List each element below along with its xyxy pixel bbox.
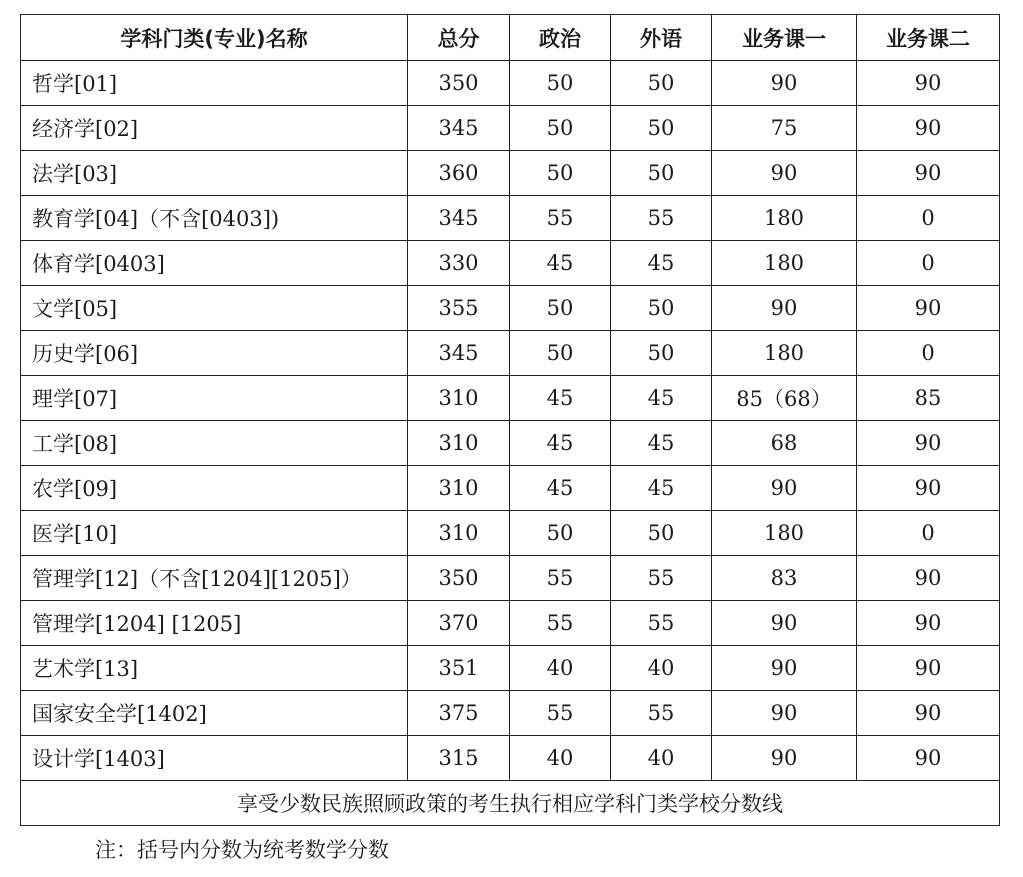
politics-cell: 55	[510, 556, 611, 601]
table-row	[21, 646, 1000, 691]
subject-name-cell: 工学[08]	[21, 421, 408, 466]
politics-cell: 40	[510, 736, 611, 781]
total-score-cell: 360	[408, 151, 510, 196]
subject-two-cell: 0	[857, 331, 1000, 376]
subject-two-cell: 0	[857, 511, 1000, 556]
header-row	[21, 15, 1000, 61]
table-row	[21, 286, 1000, 331]
table-row	[21, 331, 1000, 376]
table-row	[21, 421, 1000, 466]
header-total-score: 总分	[408, 15, 510, 61]
subject-two-cell: 90	[857, 421, 1000, 466]
foreign-language-cell: 45	[611, 376, 712, 421]
subject-two-cell: 90	[857, 736, 1000, 781]
subject-name-cell: 经济学[02]	[21, 106, 408, 151]
table-row	[21, 556, 1000, 601]
subject-name-cell: 设计学[1403]	[21, 736, 408, 781]
subject-one-cell: 90	[712, 736, 857, 781]
subject-one-cell: 90	[712, 691, 857, 736]
header-subject-one: 业务课一	[712, 15, 857, 61]
subject-name-cell: 教育学[04]（不含[0403])	[21, 196, 408, 241]
total-score-cell: 350	[408, 556, 510, 601]
politics-cell: 45	[510, 241, 611, 286]
table-row	[21, 61, 1000, 106]
subject-two-cell: 0	[857, 241, 1000, 286]
foreign-language-cell: 55	[611, 601, 712, 646]
politics-cell: 55	[510, 691, 611, 736]
subject-one-cell: 85（68）	[712, 376, 857, 421]
total-score-cell: 330	[408, 241, 510, 286]
subject-two-cell: 85	[857, 376, 1000, 421]
politics-cell: 50	[510, 61, 611, 106]
subject-two-cell: 90	[857, 151, 1000, 196]
table-row	[21, 736, 1000, 781]
subject-two-cell: 90	[857, 556, 1000, 601]
foreign-language-cell: 50	[611, 151, 712, 196]
subject-name-cell: 管理学[1204] [1205]	[21, 601, 408, 646]
subject-one-cell: 180	[712, 241, 857, 286]
subject-name-cell: 国家安全学[1402]	[21, 691, 408, 736]
foreign-language-cell: 50	[611, 106, 712, 151]
politics-cell: 50	[510, 151, 611, 196]
politics-cell: 45	[510, 376, 611, 421]
total-score-cell: 310	[408, 376, 510, 421]
footer-note-cell: 享受少数民族照顾政策的考生执行相应学科门类学校分数线	[21, 781, 1000, 826]
subject-one-cell: 180	[712, 196, 857, 241]
politics-cell: 55	[510, 196, 611, 241]
subject-one-cell: 180	[712, 331, 857, 376]
total-score-cell: 345	[408, 196, 510, 241]
subject-name-cell: 医学[10]	[21, 511, 408, 556]
table-row	[21, 241, 1000, 286]
foreign-language-cell: 50	[611, 61, 712, 106]
table-row	[21, 196, 1000, 241]
subject-one-cell: 90	[712, 466, 857, 511]
subject-two-cell: 90	[857, 466, 1000, 511]
table-row	[21, 511, 1000, 556]
table-row	[21, 691, 1000, 736]
score-table	[20, 14, 1000, 826]
total-score-cell: 345	[408, 106, 510, 151]
total-score-cell: 345	[408, 331, 510, 376]
politics-cell: 55	[510, 601, 611, 646]
foreign-language-cell: 45	[611, 466, 712, 511]
total-score-cell: 350	[408, 61, 510, 106]
total-score-cell: 375	[408, 691, 510, 736]
subject-name-cell: 艺术学[13]	[21, 646, 408, 691]
subject-one-cell: 68	[712, 421, 857, 466]
total-score-cell: 351	[408, 646, 510, 691]
total-score-cell: 310	[408, 511, 510, 556]
foreign-language-cell: 55	[611, 556, 712, 601]
foreign-language-cell: 50	[611, 286, 712, 331]
foreign-language-cell: 55	[611, 196, 712, 241]
subject-one-cell: 83	[712, 556, 857, 601]
subject-two-cell: 90	[857, 61, 1000, 106]
politics-cell: 50	[510, 331, 611, 376]
foreign-language-cell: 50	[611, 511, 712, 556]
table-row	[21, 466, 1000, 511]
foreign-language-cell: 40	[611, 646, 712, 691]
politics-cell: 40	[510, 646, 611, 691]
subject-one-cell: 75	[712, 106, 857, 151]
politics-cell: 50	[510, 511, 611, 556]
header-subject-name: 学科门类(专业)名称	[21, 15, 408, 61]
foreign-language-cell: 55	[611, 691, 712, 736]
footer-row	[21, 781, 1000, 826]
foreign-language-cell: 40	[611, 736, 712, 781]
subject-one-cell: 90	[712, 646, 857, 691]
subject-name-cell: 哲学[01]	[21, 61, 408, 106]
subject-two-cell: 90	[857, 286, 1000, 331]
foreign-language-cell: 45	[611, 241, 712, 286]
politics-cell: 50	[510, 106, 611, 151]
total-score-cell: 310	[408, 421, 510, 466]
subject-two-cell: 90	[857, 691, 1000, 736]
header-politics: 政治	[510, 15, 611, 61]
subject-two-cell: 90	[857, 601, 1000, 646]
subject-two-cell: 90	[857, 106, 1000, 151]
subject-two-cell: 0	[857, 196, 1000, 241]
total-score-cell: 315	[408, 736, 510, 781]
subject-name-cell: 理学[07]	[21, 376, 408, 421]
subject-name-cell: 农学[09]	[21, 466, 408, 511]
subject-name-cell: 体育学[0403]	[21, 241, 408, 286]
score-note: 注：括号内分数为统考数学分数	[95, 838, 389, 862]
table-row	[21, 106, 1000, 151]
subject-one-cell: 90	[712, 601, 857, 646]
table-row	[21, 151, 1000, 196]
politics-cell: 50	[510, 286, 611, 331]
subject-two-cell: 90	[857, 646, 1000, 691]
table-body	[21, 61, 1000, 826]
subject-one-cell: 180	[712, 511, 857, 556]
subject-name-cell: 历史学[06]	[21, 331, 408, 376]
foreign-language-cell: 45	[611, 421, 712, 466]
header-foreign-language: 外语	[611, 15, 712, 61]
table-row	[21, 601, 1000, 646]
subject-one-cell: 90	[712, 286, 857, 331]
politics-cell: 45	[510, 466, 611, 511]
table-row	[21, 376, 1000, 421]
total-score-cell: 355	[408, 286, 510, 331]
foreign-language-cell: 50	[611, 331, 712, 376]
total-score-cell: 310	[408, 466, 510, 511]
subject-one-cell: 90	[712, 151, 857, 196]
subject-name-cell: 管理学[12]（不含[1204][1205]）	[21, 556, 408, 601]
subject-one-cell: 90	[712, 61, 857, 106]
total-score-cell: 370	[408, 601, 510, 646]
header-subject-two: 业务课二	[857, 15, 1000, 61]
subject-name-cell: 文学[05]	[21, 286, 408, 331]
politics-cell: 45	[510, 421, 611, 466]
subject-name-cell: 法学[03]	[21, 151, 408, 196]
